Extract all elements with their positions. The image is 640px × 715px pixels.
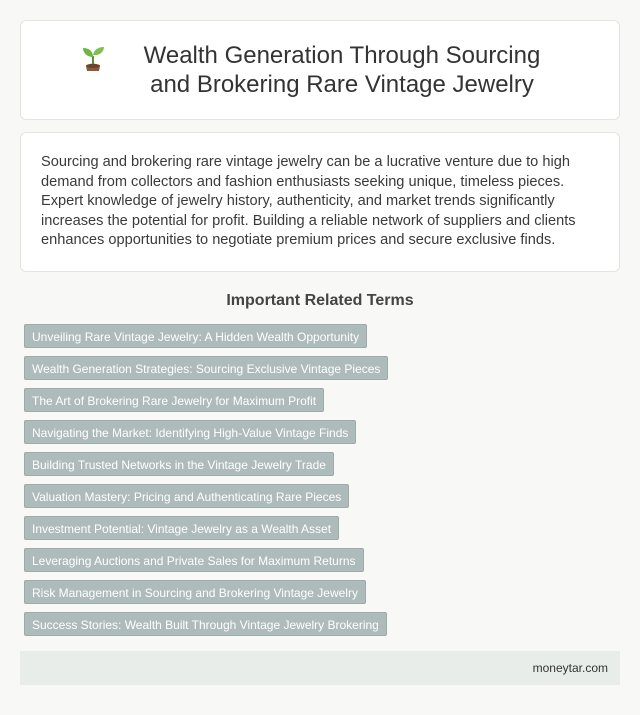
term-tag[interactable]: Success Stories: Wealth Built Through Vintage Jewelry Brokering xyxy=(24,612,387,636)
title-card xyxy=(20,20,620,120)
term-item[interactable] xyxy=(24,612,616,638)
term-tag[interactable]: Building Trusted Networks in the Vintage Jewelry Trade xyxy=(24,452,334,476)
term-item[interactable] xyxy=(24,324,616,350)
term-tag[interactable]: Leveraging Auctions and Private Sales for Maximum Returns xyxy=(24,548,364,572)
term-item[interactable] xyxy=(24,548,616,574)
term-tag[interactable]: Investment Potential: Vintage Jewelry as a Wealth Asset xyxy=(24,516,339,540)
term-item[interactable] xyxy=(24,388,616,414)
footer xyxy=(20,651,620,685)
term-tag[interactable]: Navigating the Market: Identifying High-Value Vintage Finds xyxy=(24,420,356,444)
term-item[interactable] xyxy=(24,580,616,606)
title-wrap xyxy=(78,41,562,99)
term-tag[interactable]: Risk Management in Sourcing and Brokering Vintage Jewelry xyxy=(24,580,366,604)
related-terms-list xyxy=(24,324,616,644)
intro-text: Sourcing and brokering rare vintage jewelry can be a lucrative venture due to high demand from collectors and fashion enthusiasts seeking unique, timeless pieces. Expert knowledge of jewelry history, authenticity, and market trends significantly increases the potential for profit. Building a reliable network of suppliers and clients enhances opportunities to negotiate premium prices and secure exclusive finds. xyxy=(41,154,576,248)
term-item[interactable] xyxy=(24,420,616,446)
term-tag[interactable]: The Art of Brokering Rare Jewelry for Maximum Profit xyxy=(24,388,324,412)
term-item[interactable] xyxy=(24,452,616,478)
term-item[interactable] xyxy=(24,356,616,382)
term-tag[interactable]: Valuation Mastery: Pricing and Authenticating Rare Pieces xyxy=(24,484,349,508)
term-item[interactable] xyxy=(24,484,616,510)
term-tag[interactable]: Wealth Generation Strategies: Sourcing Exclusive Vintage Pieces xyxy=(24,356,388,380)
footer-site-link[interactable]: moneytar.com xyxy=(532,661,608,675)
sprout-icon xyxy=(78,43,108,73)
term-item[interactable] xyxy=(24,516,616,542)
related-terms-heading: Important Related Terms xyxy=(226,292,414,309)
term-tag[interactable]: Unveiling Rare Vintage Jewelry: A Hidden Wealth Opportunity xyxy=(24,324,367,348)
intro-card xyxy=(20,132,620,272)
page-title: Wealth Generation Through Sourcing and Brokering Rare Vintage Jewelry xyxy=(143,42,541,98)
